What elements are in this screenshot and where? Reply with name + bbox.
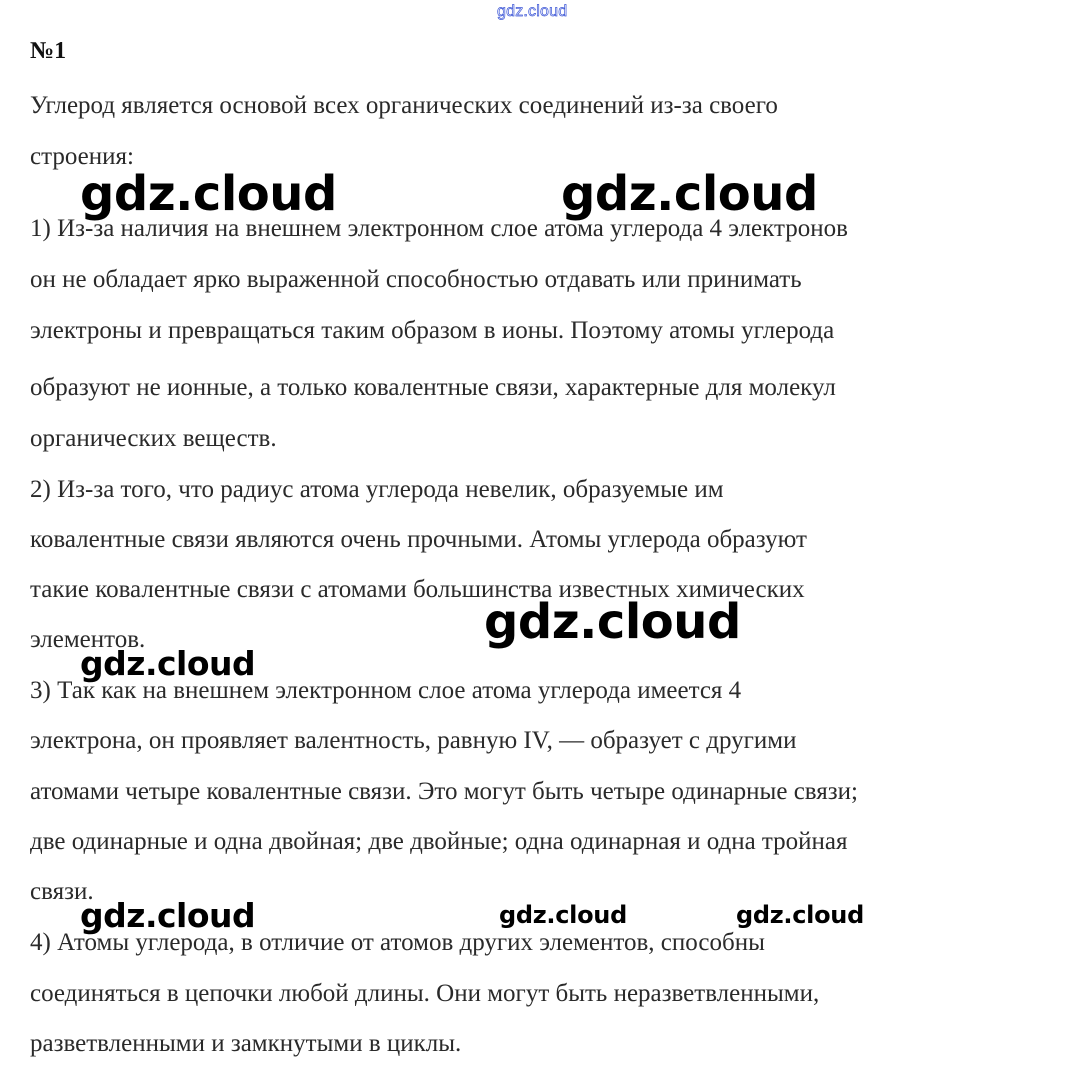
- watermark: gdz.cloud: [80, 896, 256, 935]
- text-line: органических веществ.: [30, 425, 277, 452]
- watermark: gdz.cloud: [561, 166, 818, 222]
- text-line: разветвленными и замкнутыми в циклы.: [30, 1030, 462, 1057]
- text-line: связи.: [30, 878, 94, 905]
- text-line: соединяться в цепочки любой длины. Они могут быть неразветвленными,: [30, 980, 820, 1007]
- text-line: такие ковалентные связи с атомами большинства известных химических: [30, 576, 805, 603]
- text-line: строения:: [30, 143, 134, 170]
- text-line: Углерод является основой всех органических соединений из-за своего: [30, 92, 778, 119]
- text-line: ковалентные связи являются очень прочными. Атомы углерода образуют: [30, 526, 807, 553]
- text-line: 4) Атомы углерода, в отличие от атомов других элементов, способны: [30, 929, 765, 956]
- watermark: gdz.cloud: [736, 901, 864, 929]
- task-number: №1: [30, 38, 67, 64]
- text-line: 1) Из-за наличия на внешнем электронном слое атома углерода 4 электронов: [30, 215, 848, 242]
- watermark-top: gdz.cloud: [497, 3, 568, 20]
- watermark: gdz.cloud: [484, 594, 741, 650]
- text-line: две одинарные и одна двойная; две двойные; одна одинарная и одна тройная: [30, 828, 848, 855]
- text-line: он не обладает ярко выраженной способностью отдавать или принимать: [30, 266, 802, 293]
- text-line: атомами четыре ковалентные связи. Это могут быть четыре одинарные связи;: [30, 778, 858, 805]
- text-line: образуют не ионные, а только ковалентные связи, характерные для молекул: [30, 374, 836, 401]
- text-line: электроны и превращаться таким образом в ионы. Поэтому атомы углерода: [30, 317, 835, 344]
- text-line: электрона, он проявляет валентность, равную IV, — образует с другими: [30, 727, 797, 754]
- text-line: элементов.: [30, 626, 146, 653]
- watermark: gdz.cloud: [80, 644, 256, 683]
- watermark: gdz.cloud: [80, 166, 337, 222]
- text-line: 2) Из-за того, что радиус атома углерода невелик, образуемые им: [30, 476, 724, 503]
- watermark: gdz.cloud: [499, 901, 627, 929]
- text-line: 3) Так как на внешнем электронном слое атома углерода имеется 4: [30, 677, 742, 704]
